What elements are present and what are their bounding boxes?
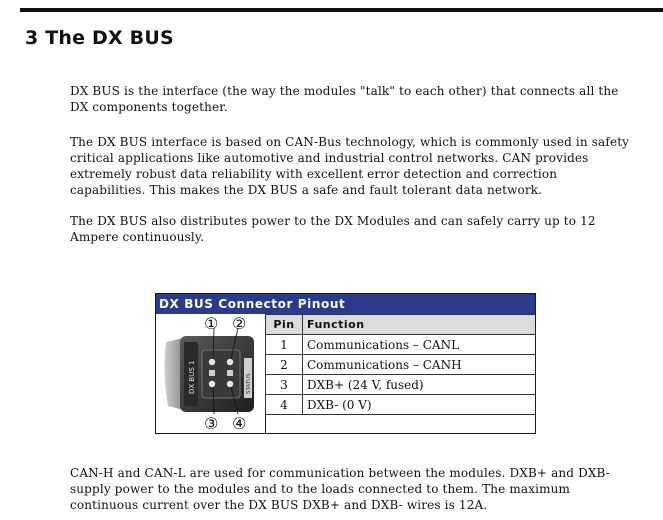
pin-marker-2: ②	[232, 314, 247, 333]
pinout-table	[265, 314, 535, 415]
connector-icon	[156, 314, 266, 433]
pin-number: 4	[266, 395, 303, 415]
connector-illustration	[156, 314, 266, 433]
socket	[202, 350, 240, 398]
pin-contact-a	[209, 370, 215, 376]
pin-hole-4	[227, 381, 233, 387]
pin-marker-3: ③	[204, 414, 219, 433]
pin-function: Communications – CANL	[303, 335, 536, 355]
status-label: STATUS	[246, 373, 252, 394]
table-header-row	[266, 315, 536, 335]
pin-number: 1	[266, 335, 303, 355]
pin-marker-1: ①	[204, 314, 219, 333]
table-row	[266, 375, 536, 395]
pin-function: DXB- (0 V)	[303, 395, 536, 415]
table-row	[266, 355, 536, 375]
paragraph-signals: CAN-H and CAN-L are used for communication between the modules. DXB+ and DXB- supply power to the modules and to the loads connected to them. The maximum continuous current over the DX BUS DXB+ and DXB- wires is 12A.	[70, 466, 610, 512]
table-row	[266, 335, 536, 355]
pin-number: 3	[266, 375, 303, 395]
pin-contact-b	[227, 370, 233, 376]
pin-hole-1	[209, 359, 215, 365]
pin-marker-4: ④	[232, 414, 247, 433]
column-header-pin: Pin	[266, 315, 303, 335]
paragraph-intro: DX BUS is the interface (the way the modules "talk" to each other) that connects all the DX components together.	[70, 84, 619, 114]
top-rule	[20, 8, 663, 12]
pinout-box	[155, 293, 536, 434]
pinout-title: DX BUS Connector Pinout	[156, 294, 535, 314]
pin-number: 2	[266, 355, 303, 375]
pin-hole-3	[209, 381, 215, 387]
paragraph-can-bus: The DX BUS interface is based on CAN-Bus technology, which is commonly used in safety critical applications like automotive and industrial control networks. CAN provides extremely robust data reliability with excellent error detection and correction capabilities. This makes the DX BUS a safe and fault tolerant data network.	[70, 135, 630, 197]
paragraph-power: The DX BUS also distributes power to the DX Modules and can safely carry up to 12 Ampere continuously.	[70, 214, 596, 244]
section-heading: 3 The DX BUS	[25, 27, 174, 49]
pin-function: Communications – CANH	[303, 355, 536, 375]
connector-label: DX BUS 1	[188, 360, 196, 394]
pin-function: DXB+ (24 V, fused)	[303, 375, 536, 395]
table-row	[266, 395, 536, 415]
pin-hole-2	[227, 359, 233, 365]
column-header-function: Function	[303, 315, 536, 335]
